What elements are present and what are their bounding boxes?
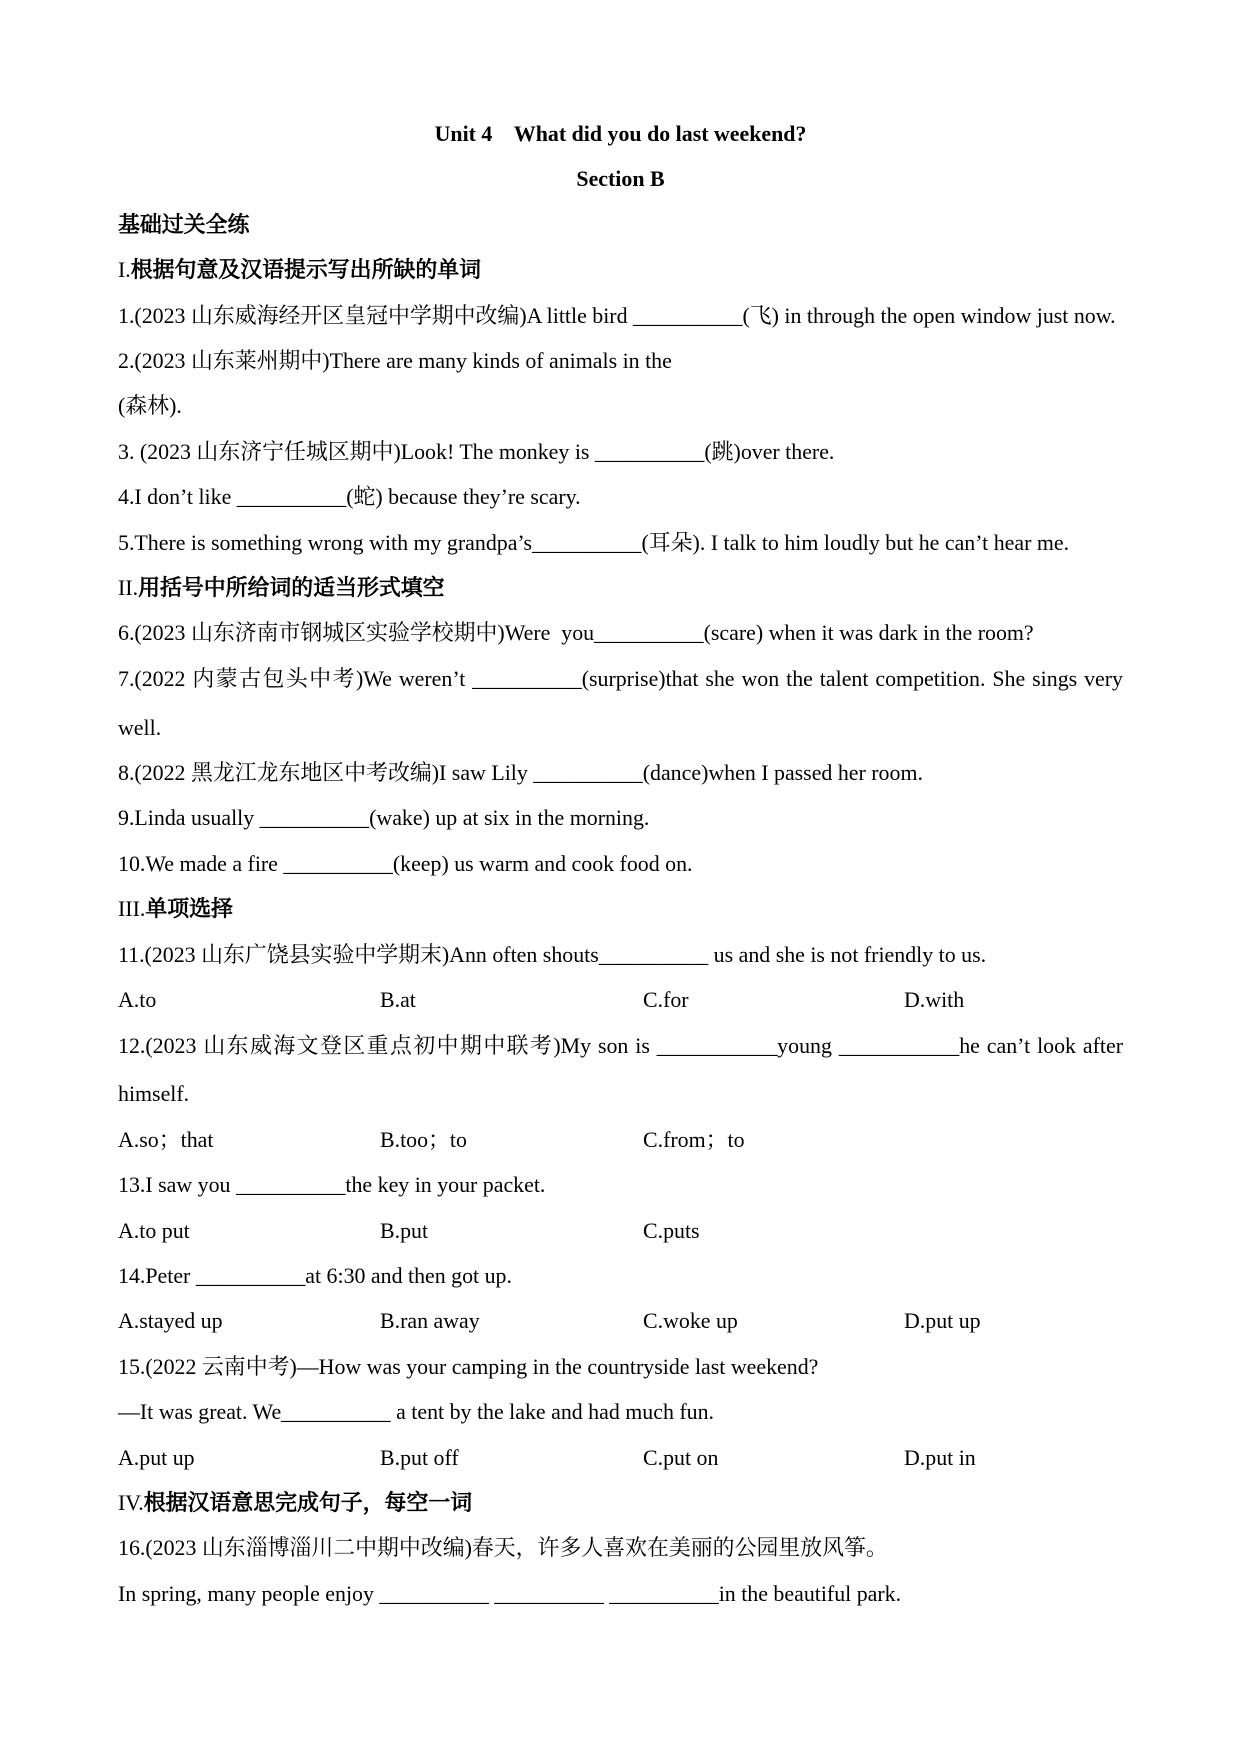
section-subtitle: Section B xyxy=(576,166,665,192)
option-c: C.put on xyxy=(643,1444,719,1470)
question-line: 11.(2023 山东广饶县实验中学期末)Ann often shouts__________ us and she is not friendly to us. xyxy=(118,941,987,967)
question-13 xyxy=(118,1162,1123,1253)
option-b: B.put off xyxy=(380,1444,459,1470)
question-line: himself. xyxy=(118,1081,190,1107)
question-10 xyxy=(118,841,1123,886)
option-b: B.too；to xyxy=(380,1126,467,1152)
option-a: A.so；that xyxy=(118,1126,214,1152)
section-heading-4 xyxy=(118,1480,1123,1525)
question-line: 13.I saw you __________the key in your packet. xyxy=(118,1172,546,1198)
question-line: 16.(2023 山东淄博淄川二中期中改编)春天，许多人喜欢在美丽的公园里放风筝。 xyxy=(118,1535,888,1561)
question-line: In spring, many people enjoy __________ __________ __________in the beautiful park. xyxy=(118,1580,902,1606)
option-c: C.for xyxy=(643,987,689,1013)
question-line: 14.Peter __________at 6:30 and then got up. xyxy=(118,1262,512,1288)
answer-options xyxy=(118,1208,1123,1253)
worksheet-content xyxy=(118,111,1123,1616)
question-6 xyxy=(118,610,1123,655)
question-line: 3. (2023 山东济宁任城区期中)Look! The monkey is __________(跳)over there. xyxy=(118,438,835,464)
section-heading-1 xyxy=(118,247,1123,292)
section-title: 根据汉语意思完成句子，每空一词 xyxy=(143,1489,473,1515)
option-d: D.with xyxy=(904,987,965,1013)
question-2 xyxy=(118,338,1123,429)
answer-options xyxy=(118,1435,1123,1480)
section-number: I. xyxy=(118,257,131,283)
question-line: (森林). xyxy=(118,393,182,419)
question-1 xyxy=(118,293,1123,338)
answer-options xyxy=(118,1117,1123,1162)
section-number: IV. xyxy=(118,1489,144,1515)
section-number: III. xyxy=(118,896,146,922)
question-15 xyxy=(118,1344,1123,1480)
question-16 xyxy=(118,1525,1123,1616)
question-7 xyxy=(118,656,1123,750)
question-line: 8.(2022 黑龙江龙东地区中考改编)I saw Lily __________(dance)when I passed her room. xyxy=(118,760,923,786)
question-line: 5.There is something wrong with my grandpa’s__________(耳朵). I talk to him loudly but he can’t hear me. xyxy=(118,529,1070,555)
answer-options xyxy=(118,977,1123,1022)
option-a: A.to xyxy=(118,987,157,1013)
section-heading-3 xyxy=(118,886,1123,931)
question-line: 1.(2023 山东威海经开区皇冠中学期中改编)A little bird __________(飞) in through the open window just now. xyxy=(118,302,1116,328)
question-line: 2.(2023 山东莱州期中)There are many kinds of animals in the xyxy=(118,348,672,374)
question-line: 4.I don’t like __________(蛇) because they’re scary. xyxy=(118,484,581,510)
option-c: C.from；to xyxy=(643,1126,745,1152)
option-d: D.put up xyxy=(904,1308,981,1334)
section-title: 根据句意及汉语提示写出所缺的单词 xyxy=(130,257,482,283)
section-heading-2 xyxy=(118,565,1123,610)
answer-options xyxy=(118,1298,1123,1343)
option-b: B.put xyxy=(380,1217,429,1243)
section-number: II. xyxy=(118,575,139,601)
question-line: well. xyxy=(118,714,162,740)
question-4 xyxy=(118,474,1123,519)
unit-title: Unit 4 What did you do last weekend? xyxy=(434,121,807,146)
question-3 xyxy=(118,429,1123,474)
question-line: 6.(2023 山东济南市钢城区实验学校期中)Were you__________(scare) when it was dark in the room? xyxy=(118,620,1034,646)
option-b: B.ran away xyxy=(380,1308,480,1334)
question-line: —It was great. We__________ a tent by the lake and had much fun. xyxy=(118,1399,715,1425)
question-12 xyxy=(118,1023,1123,1163)
question-line: 12.(2023 山东威海文登区重点初中期中联考)My son is ___________young ___________he can’t look after xyxy=(118,1032,1123,1058)
question-14 xyxy=(118,1253,1123,1344)
option-b: B.at xyxy=(380,987,416,1013)
practice-label: 基础过关全练 xyxy=(118,211,250,237)
question-8 xyxy=(118,750,1123,795)
option-a: A.stayed up xyxy=(118,1308,223,1334)
option-a: A.put up xyxy=(118,1444,195,1470)
question-5 xyxy=(118,520,1123,565)
question-line: 9.Linda usually __________(wake) up at six in the morning. xyxy=(118,805,650,831)
option-c: C.puts xyxy=(643,1217,700,1243)
option-d: D.put in xyxy=(904,1444,976,1470)
question-9 xyxy=(118,795,1123,840)
section-title: 单项选择 xyxy=(145,896,233,922)
option-c: C.woke up xyxy=(643,1308,738,1334)
question-line: 10.We made a fire __________(keep) us warm and cook food on. xyxy=(118,850,693,876)
question-11 xyxy=(118,932,1123,1023)
question-line: 15.(2022 云南中考)—How was your camping in the countryside last weekend? xyxy=(118,1353,819,1379)
option-a: A.to put xyxy=(118,1217,190,1243)
section-title: 用括号中所给词的适当形式填空 xyxy=(138,575,445,601)
question-line: 7.(2022 内蒙古包头中考)We weren’t __________(surprise)that she won the talent competition. She sings very xyxy=(118,665,1123,691)
